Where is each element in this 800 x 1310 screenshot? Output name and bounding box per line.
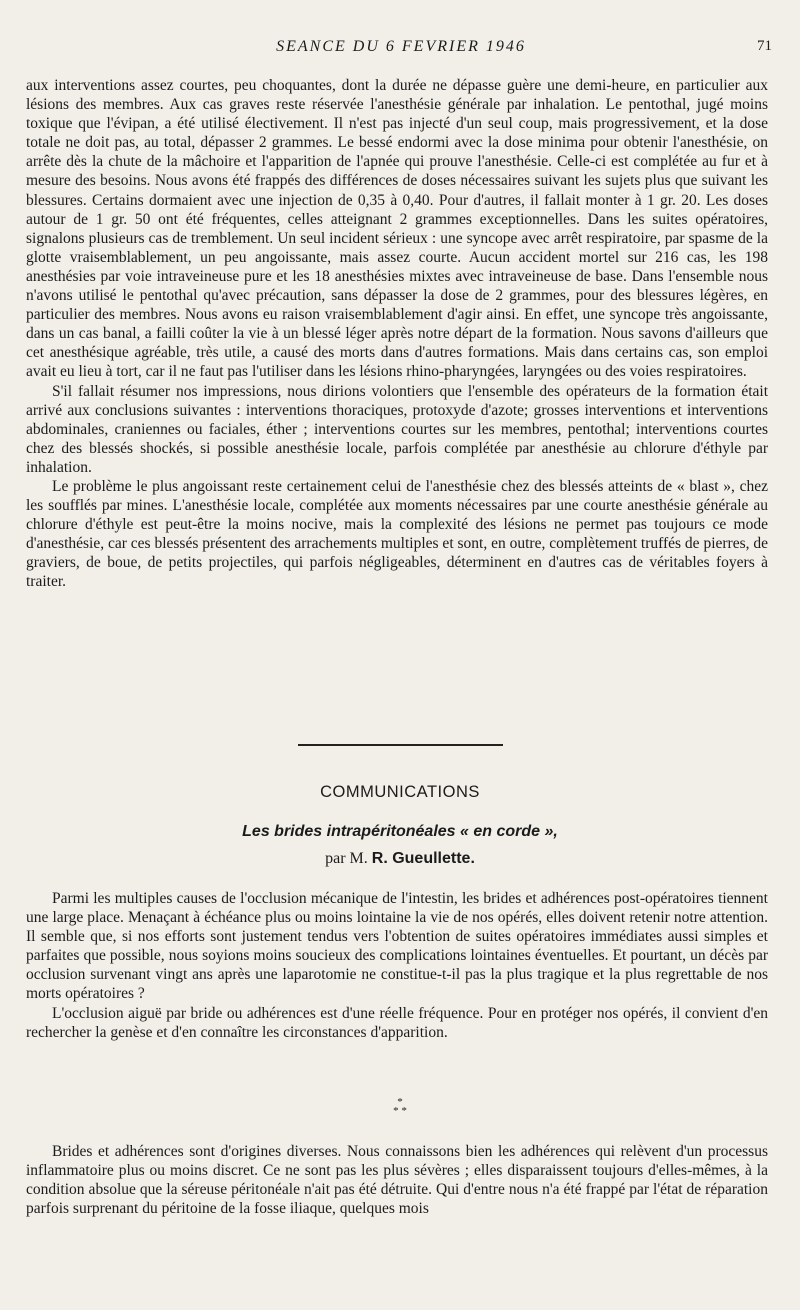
paragraph: Le problème le plus angoissant reste certainement celui de l'anesthésie chez des blessés atteints de « blast », chez les soufflés par mines. L'anesthésie locale, complétée aux moments nécessaires par une courte anesthésie générale au chlorure d'éthyle est peut-être la moins nocive, mais la complexité des lésions ne permet pas toujours ce mode d'anesthésie, car ces blessés présentent des arrachements multiples et sont, en outre, complètement truffés de pierres, de graviers, de boue, de petits projectiles, qui parfois négligeables, déterminent en d'autres cas de véritables foyers à traiter. xyxy=(26,477,768,591)
byline-prefix: par M. xyxy=(325,850,368,867)
asterism-bottom: * * xyxy=(393,1105,407,1117)
article-title: Les brides intrapéritonéales « en corde », xyxy=(242,823,558,840)
intro-text-block xyxy=(26,889,768,1042)
top-text-block xyxy=(26,76,768,592)
page-number: 71 xyxy=(757,38,772,54)
page-header xyxy=(26,38,776,62)
paragraph: L'occlusion aiguë par bride ou adhérences est d'une réelle fréquence. Pour en protéger nos opérés, il convient d'en rechercher la genèse et d'en connaître les circonstances d'apparition. xyxy=(26,1004,768,1041)
paragraph: Parmi les multiples causes de l'occlusion mécanique de l'intestin, les brides et adhérences post-opératoires tiennent une large place. Menaçant à échéance plus ou moins lointaine la vie de nos opérés, elles doivent retenir notre attention. Il semble que, si nos efforts sont justement tendus vers l'obtention de suites opératoires immédiates aussi simples et parfaites que possible, nous soyions moins soucieux des complications lointaines éventuelles. Et pourtant, un décès par occlusion survenant vingt ans après une laparotomie ne constitue-t-il pas la plus tragique et la plus regrettable de nos morts opératoires ? xyxy=(26,890,768,1003)
running-title: SEANCE DU 6 FEVRIER 1946 xyxy=(276,38,526,55)
author-name: R. Gueullette. xyxy=(371,850,475,867)
asterism xyxy=(0,1098,800,1116)
bottom-text-block xyxy=(26,1142,768,1218)
paragraph: aux interventions assez courtes, peu choquantes, dont la durée ne dépasse guère une demi-heure, en particulier aux lésions des membres. Aux cas graves reste réservée l'anesthésie générale par inhalation. Le pentothal, jugé moins toxique que l'évipan, a été utilisé électivement. Il n'est pas injecté d'un seul coup, mais progressivement, et la dose totale ne doit pas, au total, dépasser 2 grammes. Le bessé endormi avec la dose minima pour obtenir l'anesthésie, on arrête dès la chute de la mâchoire et l'apparition de l'apnée qui prouve l'anesthésie. Celle-ci est complétée au fur et à mesure des besoins. Nous avons été frappés des différences de doses nécessaires suivant les sujets plus que suivant les blessures. Certains dormaient avec une injection de 0,35 à 0,40. Pour d'autres, il fallait monter à 1 gr. 20. Les doses autour de 1 gr. 50 ont été fréquentes, celles atteignant 2 grammes exceptionnelles. Dans les suites opératoires, signalons plusieurs cas de tremblement. Un seul incident sérieux : une syncope avec arrêt respiratoire, par spasme de la glotte vraisemblablement, un peu angoissante, mais assez courte. Aucun accident mortel sur 216 cas, les 198 anesthésies par voie intraveineuse pure et les 18 anesthésies mixtes avec intraveineuse de base. Dans l'ensemble nous n'avons utilisé le pentothal qu'avec précaution, sans dépasser la dose de 2 grammes, pour des blessures légères, en particulier des membres. Nous avons eu raison vraisemblablement d'agir ainsi. En effet, une syncope très angoissante, dans un cas banal, a failli coûter la vie à un blessé léger après notre départ de la formation. Nous savons d'ailleurs que cet anesthésique agréable, très utile, a causé des morts dans d'autres formations. Mais dans certains cas, son emploi avait eu lieu à tort, car il ne faut pas l'utiliser dans les lésions rhino-pharyngées, laryngées ou des voies respiratoires. xyxy=(26,77,768,381)
paragraph: Brides et adhérences sont d'origines diverses. Nous connaissons bien les adhérences qui relèvent d'un processus inflammatoire plus ou moins discret. Ce ne sont pas les plus sévères ; elles disparaissent toujours d'elles-mêmes, à la condition absolue que la séreuse péritonéale n'ait pas été détruite. Qui d'entre nous n'a été frappé par l'état de réparation parfois surprenant du péritoine de la fosse iliaque, quelques mois xyxy=(26,1143,768,1218)
section-divider xyxy=(298,744,503,746)
byline xyxy=(0,850,800,868)
paragraph: S'il fallait résumer nos impressions, nous dirions volontiers que l'ensemble des opérateurs de la formation était arrivé aux conclusions suivantes : interventions thoraciques, protoxyde d'azote; grosses interventions et interventions abdominales, craniennes ou faciales, éther ; interventions courtes sur les membres, pentothal; interventions courtes chez des blessés shockés, si possible anesthésie locale, parfois complétée par anesthésie au chlorure d'éthyle par inhalation. xyxy=(26,382,768,476)
section-heading: COMMUNICATIONS xyxy=(320,783,480,801)
asterism-top: * xyxy=(397,1096,403,1108)
